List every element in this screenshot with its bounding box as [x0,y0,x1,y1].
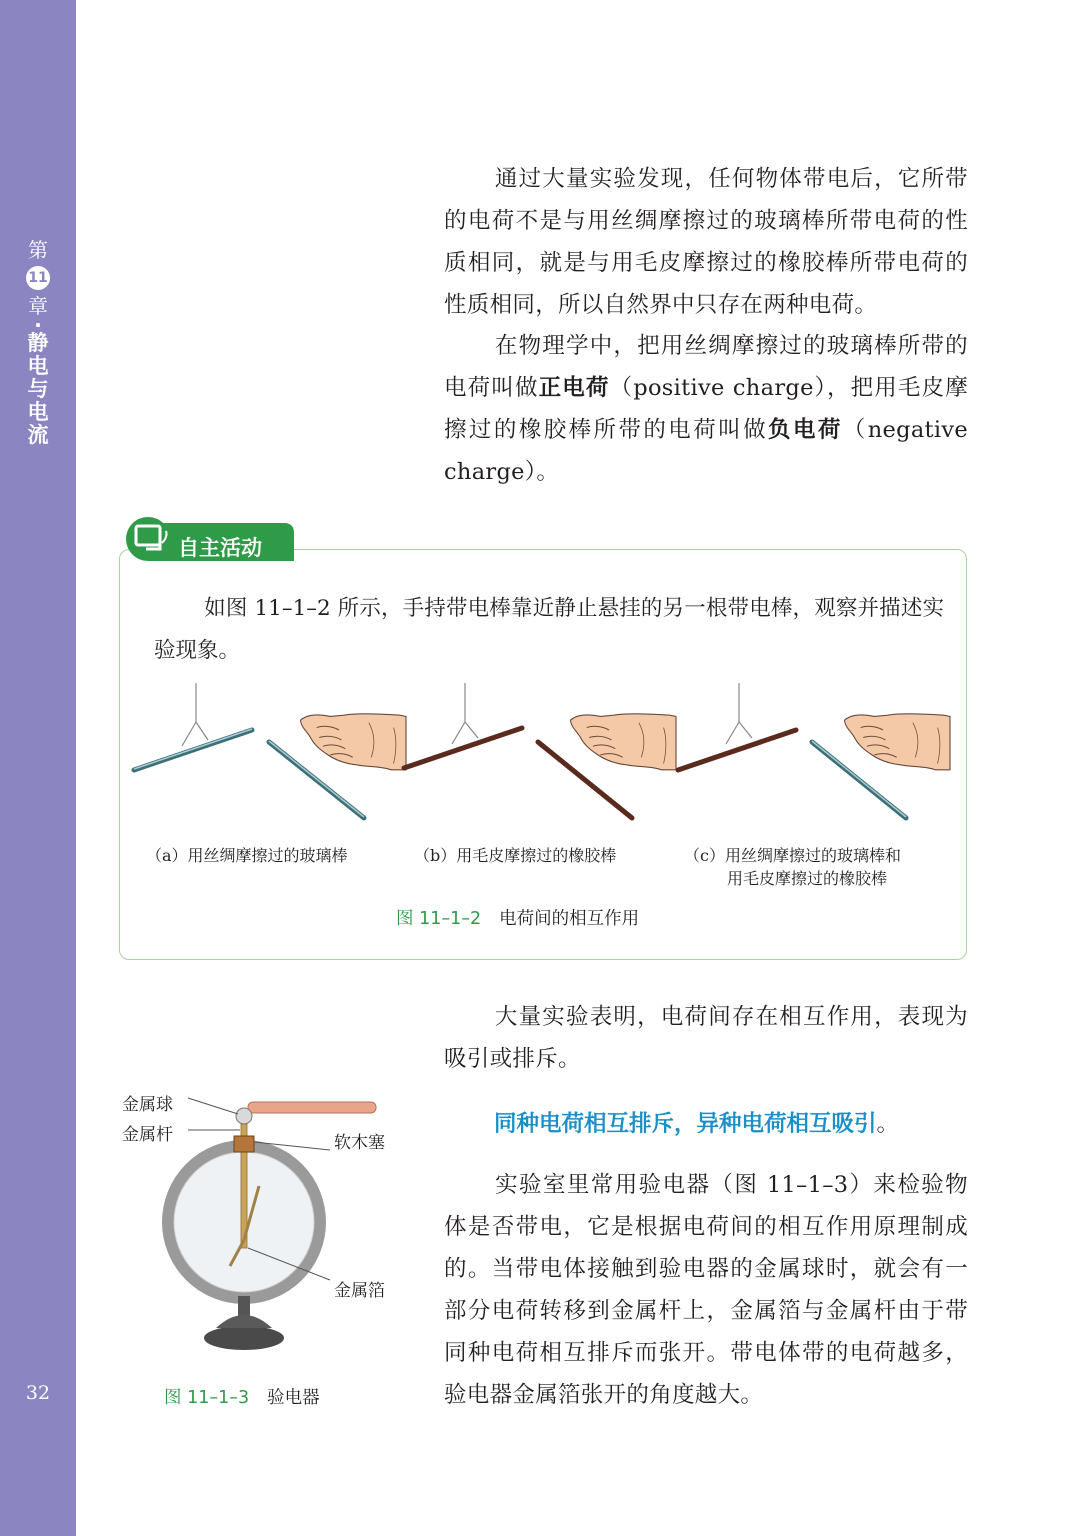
paragraph-interaction [444,996,968,1080]
figure-number: 图 11–1–2 [396,909,482,929]
paragraph-two-charges [444,158,968,326]
subcaption-b: （b）用毛皮摩擦过的橡胶棒 [414,846,617,865]
paragraph-text: 实验室里常用验电器（图 11–1–3）来检验物体是否带电，它是根据电荷间的相互作用原理制成的。当带电体接触到验电器的金属球时，就会有一部分电荷转移到金属杆上，金属箔与金属杆由于带同种电荷相互排斥而张开。带电体带的电荷越多，验电器金属箔张开的角度越大。 [444,1172,968,1408]
chapter-marker [0,238,76,447]
activity-label: 自主活动 [178,536,262,560]
paragraph-text: （negative charge）。 [444,417,969,485]
chapter-title-char: 电 [27,354,49,378]
paragraph-definitions [444,325,968,493]
subcaption-c-line2: 用毛皮摩擦过的橡胶棒 [727,869,888,888]
panel-b-rubber-rods [404,683,676,818]
figure-charge-interaction [124,678,960,838]
figure-number: 图 11–1–3 [164,1388,250,1408]
panel-c-mixed-rods [678,683,950,818]
paragraph-electroscope [444,1164,968,1416]
chapter-dot: · [34,313,42,337]
label-metal-foil: 金属箔 [334,1281,385,1301]
chapter-title-char: 流 [27,423,49,447]
paragraph-text: 大量实验表明，电荷间存在相互作用，表现为吸引或排斥。 [444,1004,968,1072]
charge-rule-end: 。 [876,1111,900,1137]
chapter-number: 11 [26,266,50,290]
label-metal-ball: 金属球 [122,1095,173,1115]
chapter-title-char: 电 [27,400,49,424]
charge-rule-text: 同种电荷相互排斥，异种电荷相互吸引 [494,1111,877,1137]
subcaption-c-line1: （c）用丝绸摩擦过的玻璃棒和 [684,846,901,865]
term-positive-charge: 正电荷 [538,375,610,401]
paragraph-text: （positive charge），把用毛皮摩擦过的橡胶棒所带的电荷叫做 [444,375,969,443]
charge-rule [494,1106,899,1138]
chapter-sidebar [0,0,76,1536]
term-negative-charge: 负电荷 [768,417,843,443]
activity-instruction: 如图 11–1–2 所示，手持带电棒靠近静止悬挂的另一根带电棒，观察并描述实验现象。 [154,596,944,663]
page-number: 32 [25,1382,51,1404]
subcaption-a: （a）用丝绸摩擦过的玻璃棒 [146,846,348,865]
figure-title: 验电器 [267,1388,320,1408]
chapter-suffix: 章 [28,294,48,318]
chapter-title-char: 与 [27,377,49,401]
paragraph-text: 通过大量实验发现，任何物体带电后，它所带的电荷不是与用丝绸摩擦过的玻璃棒所带电荷的性质相同，就是与用毛皮摩擦过的橡胶棒所带电荷的性质相同，所以自然界中只存在两种电荷。 [444,166,968,318]
figure-caption-11-1-2 [396,905,639,930]
panel-a-glass-rods [134,683,406,818]
figure-caption-11-1-3 [164,1384,320,1409]
activity-text [154,588,944,672]
label-metal-rod: 金属杆 [122,1125,173,1145]
figure-title: 电荷间的相互作用 [499,909,640,929]
paragraph-text: 在物理学中，把用丝绸摩擦过的玻璃棒所带的电荷叫做 [444,333,968,401]
chapter-title-char: 静 [27,331,49,355]
label-cork: 软木塞 [334,1133,385,1153]
chapter-prefix: 第 [28,238,48,262]
